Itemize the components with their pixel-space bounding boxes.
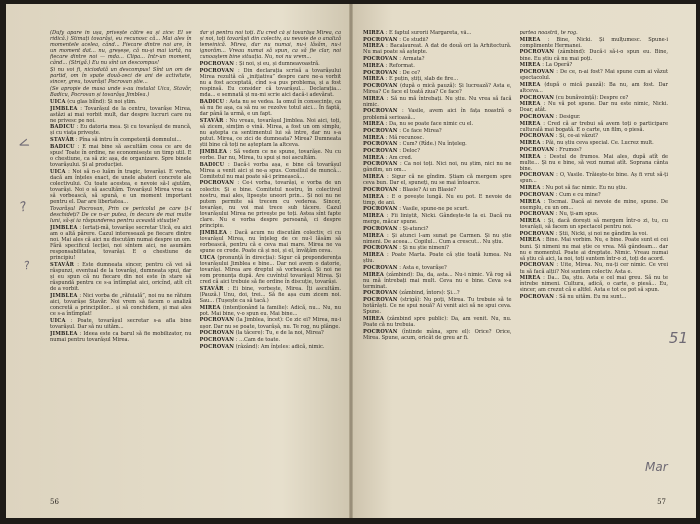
dialogue-line [50, 99, 192, 105]
dialogue-text: : Nu vreau, tovarășul Jimblea. Noi aici, toți, să zicem, simțim o vină. Mirea, a fost un om simplu, nu aștepta ca sentimentul lui să intre, dar nu s-a putut. Mirea, ce zici de dumneata? Mirea? Dumneata știi bine că toți ne așteptam la altceva. [199, 117, 341, 149]
dialogue-line [50, 30, 192, 67]
dialogue-text: (pronunță în direcția): Sigur că preponderența tovarășului Jimblea e bine... Dar noi avem o datorie, tovarăși. Mirea are dreptul să vorbească. Și noi ne vom pronunța după. Are cuvîntul tovarășul Mirea. Și cred că aici trebuie să fie ordine în discuție, tovarăși. [199, 254, 341, 286]
dialogue-text: : Și, dacă dorești să mergem într-o zi, tu, cu tovarășii, să facem un spectacol pentru noi. [519, 218, 668, 231]
dialogue-text: : Este dumneata sincer, pentru că vei să răspunzi, eventual de la tovarăși, dumneata spui, dar și eu spun că nu fiecare din noi este în stare să răspundă pentru ce s-a întîmplat aici, oricînd, atît cît de a vorbit. [50, 262, 192, 293]
dialogue-text: : Am cred. [384, 154, 413, 161]
dialogue-text: : Vasile, avem aici în fața noastră o problemă serioasă... [363, 108, 512, 121]
dialogue-line [520, 140, 669, 146]
speaker-name: MIREA [363, 43, 385, 50]
dialogue-line [520, 294, 669, 300]
dialogue-text: : Asta nu se vedea. Ia omul în consecințe, ca să nu fie așa, ca să nu se rezolve totul aici... În faptă, dar până la urmă, e un fapt. [199, 98, 341, 117]
speaker-name: MIREA [519, 198, 541, 205]
dialogue-line [520, 30, 669, 36]
dialogue-line [200, 330, 342, 336]
speaker-name: MIREA [519, 81, 541, 88]
dialogue-text: : Să nu mă întrebați. Nu știu. Nu vrea să facă nimic. [363, 95, 512, 108]
speaker-name: MIREA [363, 95, 385, 102]
left-page-number: 56 [50, 498, 59, 506]
speaker-name: MIREA [363, 76, 385, 83]
dialogue-line [50, 106, 192, 124]
dialogue-line [520, 37, 669, 49]
speaker-name: BADICU [199, 98, 225, 105]
dialogue-line [520, 147, 669, 153]
dialogue-line [363, 290, 512, 296]
dialogue-line [520, 231, 669, 237]
speaker-name: POCROVAN [199, 67, 235, 74]
dialogue-text: : E o povește lungă. Nu eu pot. E nevoie de timp, de ani. [363, 193, 512, 206]
dialogue-text: : Noi să n-o luăm în tragic, tovarăși. E vorba, dacă am înțeles exact, de unele abateri concrete ale colectivului. Cu toate acestea, e nevoie să-l ajutăm, tovarăși. Noi o să ascultăm. Tovarășul Mirea vrea ca să vorbească, să spună, e un moment important pentru el. Dar are libertatea... [50, 168, 192, 206]
dialogue-text: : De ce, n-ai fost? Mai spune cum ai văzut spectacolul. [519, 68, 668, 82]
speaker-name: MIREA [519, 218, 541, 224]
dialogue-text: : Ei bine, vorbește, Mirea. Îți ascultăm. (Pauză.) Unu, doi, trei... Să fie așa cum zicem noi. Sau... (Tușește ca să tacă.) [199, 285, 341, 304]
speaker-name: UICA [199, 254, 216, 261]
dialogue-line [50, 206, 192, 224]
dialogue-text: : Bacalaureat. A dat de două ori la Arhitectură. Nu mai poate să aștepte. [363, 43, 512, 56]
dialogue-line [363, 272, 512, 290]
dialogue-line [50, 86, 192, 98]
dialogue-text: : Sigur că ne gîndim. Știam că mergem spre ceva bun. Dar el, spuneți, nu se mai întoarce. [363, 174, 512, 187]
speaker-name: MIREA [363, 121, 385, 128]
dialogue-line [363, 128, 512, 134]
speaker-name: POCROVAN [363, 297, 398, 304]
dialogue-text: : E faptul surorii Margareta, vă... [384, 30, 472, 36]
dialogue-line [363, 135, 512, 141]
right-page-column-1 [363, 30, 512, 500]
dialogue-text: : Destul de frumos. Mai ales, după atît de multe... Și nu e bine, să vezi numai atît. Soprana cânta bine. [519, 153, 668, 172]
dialogue-line [50, 225, 192, 262]
dialogue-text: : Ce studii? [397, 36, 429, 43]
left-page-column-1 [50, 30, 192, 500]
dialogue-text: : Păi, nu știu ceva special. Ce. Lucrez mult. [540, 140, 654, 147]
dialogue-text: : Și, ce-ai văzut? [554, 133, 599, 140]
dialogue-line [520, 154, 669, 172]
speaker-name: POCROVAN [363, 127, 398, 134]
speaker-name: MIREA [519, 62, 541, 69]
dialogue-text: : Cum? (Rîde.) Nu înțeleg. [397, 141, 467, 148]
speaker-name: MIREA [363, 62, 385, 69]
dialogue-text: (după o mică pauză): Și lucrează? Asta e, Mirea? Ce face el toată ziua? Ce face? [363, 82, 512, 95]
dialogue-line [200, 344, 342, 350]
dialogue-line [520, 199, 669, 211]
dialogue-text: Tovarășul Pocrovan, Prin ce pericolul pe care ți-l deschideți? De ce n-ar putea, în decurs de mai multe luni, să-și ia răspunderea pentru această situație? [50, 205, 192, 225]
speaker-name: JIMBLEA [50, 293, 78, 300]
dialogue-line [50, 293, 192, 317]
speaker-name: MIREA [363, 271, 385, 278]
dialogue-line [363, 43, 512, 55]
dialogue-text: : Ca noi toți. Nici noi, nu știm, nici nu ne gândim, un om... [363, 161, 512, 174]
speaker-name: JIMBLEA [50, 330, 78, 337]
dialogue-text: : La Operă? [540, 62, 573, 69]
speaker-name: MIREA [519, 185, 541, 192]
dialogue-text: : Poate, tovarășul secretar s-a afla bine tovarășul. Dar să nu uităm... [50, 318, 192, 331]
dialogue-line [200, 30, 342, 60]
dialogue-line [50, 318, 192, 330]
dialogue-text: : Și-atunci? [397, 225, 429, 232]
speaker-name: POCROVAN [519, 133, 555, 140]
dialogue-text: (cu glas blînd): Și noi știm. [65, 98, 137, 105]
dialogue-line [200, 317, 342, 329]
dialogue-line [50, 144, 192, 168]
dialogue-line [50, 124, 192, 136]
speaker-name: JIMBLEA [50, 105, 78, 112]
speaker-name: POCROVAN [363, 290, 398, 297]
dialogue-line [200, 255, 342, 285]
speaker-name: POCROVAN [519, 146, 555, 153]
speaker-name: MIREA [363, 30, 385, 36]
dialogue-text: : Fii liniștit, Nicki. Gândește-te la ei. Dacă nu merge, măcar spune. [363, 213, 512, 226]
speaker-name: MIREA [199, 304, 221, 311]
speaker-name: UICA [50, 168, 66, 175]
dialogue-text: : Ce-i vorba, tovarăși, e vorba de un colectiv. Și e bine. Comitetul nostru, în colectivul nostru, mai ales, lipsește uneori prin... Și noi nu ne putem permite să trecem cu vederea. Sincer, tovarășe, nu voi mai trece sub tăcere. Cazul tovarășului Mirea ne privește pe toți. Astea sînt fapte clare. Nu e vorba despre persoană, ci despre principiu. [199, 180, 341, 230]
dialogue-text: (strigă): Nu poți, Mirea. Tu trebuie să te hotărăști. Ce ne spui nouă? Ai venit aici să ne spui ceva. Spune. [363, 297, 512, 316]
dialogue-text: : Și atunci l-am sunat pe Carmen. Și nu știe nimeni. De aceea... Copilul... Cum a crescut... Nu știu. [363, 232, 512, 245]
speaker-name: POCROVAN [363, 36, 398, 43]
speaker-name: MIREA [363, 232, 385, 239]
dialogue-line [200, 149, 342, 161]
dialogue-text: (zâmbind): Ducă-i să-i-o spun eu. Bine, bine. Eu știu că nu mai poți. [519, 49, 668, 62]
dialogue-text: : Deloc? [397, 148, 421, 154]
dialogue-text: (zâmbind spre public): Da, am venit. Nu, nu. Poate că nu trebuia. [363, 315, 512, 329]
dialogue-text: : Tovarășul de la centru, tovarășe Mirea, astăzi ai mai vorbit mult, dar despre lucruri care nu ne privesc pe noi. [50, 105, 192, 124]
speaker-name: POCROVAN [519, 191, 555, 198]
dialogue-line [200, 230, 342, 254]
dialogue-text: : Dacă acum nu discutăm colectiv, ci cu tovarășul Mirea, nu înțeleg de ce nu-l lăsăm să vorbească, pentru că e ceva mai mare. Mirea ne va spune ce crede. Poate că și noi, și el, învățăm ceva. [199, 229, 341, 255]
dialogue-line [520, 211, 669, 217]
speaker-name: MIREA [519, 153, 541, 160]
dialogue-line [363, 96, 512, 108]
dialogue-text: : Poate Marta. Poate că știe toată lumea. Nu știu. [363, 252, 512, 265]
dialogue-text: : Cum e cu mine? [554, 191, 601, 198]
dialogue-text: : Bine, Nicki. Și mulțumesc. Spune-i complimente Hermanei. [519, 36, 668, 49]
speaker-name: POCROVAN [519, 68, 555, 75]
right-page [351, 4, 696, 518]
speaker-name: MIREA [519, 275, 541, 282]
speaker-name: BADICU [50, 143, 75, 150]
dialogue-line [200, 118, 342, 148]
dialogue-text: : ...Cam de toate. [234, 336, 281, 343]
dialogue-line [200, 337, 342, 343]
pencil-mark: < [15, 134, 33, 154]
dialogue-text: : Nici vorba de „răfuială”, noi nu ne răfuim aici, tovarășe Stavăr. Noi vrem să facem o analiză concretă a principiilor... și să conchidem, și mai ales ce s-a întîmplat! [50, 293, 192, 318]
left-page-column-2 [200, 30, 342, 500]
speaker-name: MIREA [519, 101, 541, 108]
dialogue-line [520, 101, 669, 113]
dialogue-text: : Reformat. [384, 62, 415, 69]
dialogue-text: : Iertați-mă, tovarășe secretar Uică, eu aici am o altă părere. Cazul interesează pe fiecare dintre noi. Mai ales că aici nu discutăm numai despre un om. Fără specificul lecției, noi sîntem aici, ne asumăm responsabilitatea, tovarăși. E o chestiune de principiu! [50, 224, 192, 262]
speaker-name: STAVĂR [199, 117, 224, 124]
speaker-name: POCROVAN [363, 56, 398, 63]
speaker-name: POCROVAN [519, 294, 555, 301]
dialogue-line [363, 265, 512, 271]
dialogue-line [363, 148, 512, 154]
speaker-name: MIREA [363, 174, 385, 181]
dialogue-text: (întinde mâna, spre el): Orice? Orice, Mirea. Spune, acum, oricât de greu ar fi. [363, 328, 512, 341]
dialogue-text: Și nu voi fi, niciodată un descompus! Sînt un om de partid, om în spate două-zeci de ani de activitate, sincer, greu, tovarăși! Pocrovan știe... [50, 67, 192, 86]
dialogue-text: : Să vedem ce ne spune, tovarășe. Nu cu vorbe. Dar nu, Mirea, tu spui și noi ascultăm. [199, 148, 341, 161]
dialogue-line [363, 161, 512, 173]
dialogue-text: : E mai bine să ascultăm ceea ce are de spus! Toate în ordine, ne economisește un timp util. E o chestiune, ca să zic așa, de organizare. Spre binele tovarășului. Și al producției. [50, 143, 192, 169]
dialogue-line [363, 121, 512, 127]
speaker-name: MIREA [363, 193, 385, 200]
dialogue-line [520, 49, 669, 61]
speaker-name: POCROVAN [363, 82, 398, 89]
dialogue-text: : Armata? [397, 56, 425, 63]
speaker-name: MIREA [363, 315, 385, 322]
dialogue-text: : Blasie? Ai un Blasie? [397, 186, 457, 193]
pencil-mark: Mar [645, 460, 668, 474]
dialogue-line [200, 68, 342, 98]
dialogue-text: : Nu pot să fac nimic. Eu nu știu. [540, 185, 628, 192]
speaker-name: POCROVAN [363, 141, 398, 148]
speaker-name: POCROVAN [519, 262, 555, 269]
dialogue-line [363, 226, 512, 232]
dialogue-line [520, 121, 669, 133]
dialogue-line [520, 69, 669, 81]
pencil-mark: 51 [668, 329, 688, 347]
dialogue-text: : Tocmai. Dacă ai nevoie de mine, spune. De exemplu, cu un om... [519, 198, 668, 211]
dialogue-line [520, 62, 669, 68]
speaker-name: STAVĂR [50, 137, 75, 144]
dialogue-line [363, 187, 512, 193]
speaker-name: MIREA [363, 154, 385, 161]
speaker-name: POCROVAN [363, 206, 398, 213]
dialogue-line [50, 262, 192, 292]
dialogue-line [520, 82, 669, 94]
dialogue-text: : De ce? [397, 69, 420, 76]
speaker-name: POCROVAN [363, 161, 398, 168]
dialogue-line [363, 63, 512, 69]
dialogue-text: : Eu datoria mea. Și cu tovarășul de muncă, și cu viața privește. [50, 124, 192, 137]
right-page-number: 57 [657, 498, 666, 506]
dialogue-text: : Uite, Mirea. Nu, nu-ți cer nimic. Ce vrei tu să facă alții? Noi suntem colectiv. Asta e. [519, 262, 668, 275]
speaker-name: POCROVAN [519, 113, 555, 120]
dialogue-line [200, 286, 342, 304]
dialogue-line [520, 192, 669, 198]
dialogue-text: : Și noi, și eu, și dumneavoastră. [234, 61, 320, 68]
dialogue-text: : Dacă-i vorba așa, e bine că tovarășul Mirea a venit aici și ne-a spus. Consiliul de muncă... Comitetul nu mai poate să-i primească... [199, 161, 341, 180]
dialogue-text: : Ideea este ca barul să fie mobilizator, nu numai pentru tovarășul Mirea. [50, 330, 192, 343]
speaker-name: STAVĂR [199, 285, 224, 292]
dialogue-line [520, 237, 669, 261]
dialogue-line [363, 141, 512, 147]
speaker-name: POCROVAN [363, 264, 398, 271]
dialogue-text: (la tăcere): Tu, e de la noi, Mirea? [234, 330, 324, 337]
dialogue-line [363, 316, 512, 328]
dialogue-text: : Da, nu se poate face nimic cu el. [384, 121, 474, 128]
speaker-name: STAVĂR [50, 262, 75, 268]
dialogue-line [520, 95, 669, 101]
dialogue-line [363, 70, 512, 76]
speaker-name: POCROVAN [519, 230, 555, 237]
dialogue-line [363, 329, 512, 341]
speaker-name: MIREA [519, 237, 541, 244]
dialogue-text: : Cred că ar trebui să avem toți o participare culturală mai bogată. E o carte, un film, o piesă. [519, 120, 668, 133]
dialogue-text: (Dufy apare în ușa, privește către ea și zice: El se ridică.) Stimați tovarăși, eu recunosc că... Mai ales în momentele acelea, când... Fiecare dintre noi are, în un moment dat... nu, greșeșe, că nu-și mai iartă, nu fiecare dintre noi — mda... Clipa... Intr-un moment, când... (Strigă.) Eu nu sînt un descompus! [50, 30, 192, 67]
dialogue-line [363, 297, 512, 315]
dialogue-line [50, 331, 192, 343]
speaker-name: POCROVAN [363, 148, 398, 154]
speaker-name: POCROVAN [363, 245, 398, 252]
dialogue-line [50, 137, 192, 143]
dialogue-line [363, 155, 512, 161]
dialogue-line [363, 194, 512, 206]
speaker-name: POCROVAN [199, 343, 235, 350]
speaker-name: POCROVAN [199, 180, 235, 187]
dialogue-text: dar și pentru noi toți. Eu cred că și tovarășa Mirea, ca și noi, toți tovarășii din colectiv, au nevoie de o analiză temeinică. Mirea, dar nu numai, nu-i lăsăm, nu-i ignorăm... Vreau numai să spun, ca să fie clar, noi cunoaștem bine situația. Nu, noi nu vrem... [199, 30, 341, 61]
dialogue-text: : Ce face Mirea? [397, 127, 442, 134]
speaker-name: MIREA [519, 120, 541, 127]
speaker-name: POCROVAN [363, 69, 398, 76]
dialogue-line [363, 30, 512, 36]
dialogue-text: (zâmbind, întors): Și...? [397, 290, 460, 297]
dialogue-line [363, 213, 512, 225]
right-page-column-2 [520, 30, 669, 500]
dialogue-line [363, 174, 512, 186]
dialogue-line [200, 61, 342, 67]
speaker-name: MIREA [519, 140, 541, 147]
speaker-name: BADICU [199, 161, 225, 168]
dialogue-text: (la Jimblea, încet): Ce zic ei? Mirea, nu-i ușor. Dar nu se poate, tovarășă, nu. Te rog, nu plânge. [199, 317, 341, 330]
dialogue-text: (după o mică pauză): Ba nu, am fost. Dar altceva... [519, 81, 668, 94]
speaker-name: JIMBLEA [199, 148, 228, 155]
speaker-name: POCROVAN [363, 108, 398, 115]
dialogue-text: : E puțin, știți, slab de fire... [384, 76, 459, 83]
dialogue-text: : Asta e, tovarășe? [397, 264, 447, 271]
dialogue-text: : Mă recunosc. [384, 134, 424, 141]
dialogue-line [363, 83, 512, 95]
dialogue-text: : Pîna să intru în competență domnului... [74, 137, 182, 144]
pencil-mark: ? [22, 258, 31, 273]
dialogue-text: : Să nu uităm. Eu nu sunt... [554, 294, 627, 301]
dialogue-text: (râzând): Am înțeles: adică, nimic. [234, 343, 325, 350]
dialogue-text: : Nu vă pot spune. Dar nu este nimic, Nicki. Doar, atât. [519, 101, 668, 114]
dialogue-text: : Bine. Mai vorbim. Nu, e bine. Poate sunt ei cei buni. Și nimeni nu mai știe ce vrea. Mă gândeam... dar nu e momentul. Poate ai dreptate. Nimic. Vreau numai să știu că aici, la noi, toți suntem într-o zi, toți de acord. [519, 237, 668, 262]
speaker-name: POCROVAN [363, 186, 398, 193]
dialogue-text: : O, Vasile. Trăiește-te bine. Aș fi vrut să-ți spun... [519, 172, 668, 185]
dialogue-line [363, 245, 512, 251]
speaker-name: POCROVAN [519, 211, 555, 218]
dialogue-line [363, 37, 512, 43]
dialogue-line [520, 218, 669, 230]
dialogue-line [200, 180, 342, 229]
speaker-name: MIREA [363, 213, 385, 220]
dialogue-line [520, 172, 669, 184]
dialogue-text: (intenționând la familie): Adică, nu... Nu, nu pot. Mai bine, v-o spun eu. Mai bine... [199, 304, 341, 317]
speaker-name: UICA [50, 318, 66, 325]
dialogue-line [200, 162, 342, 180]
dialogue-line [363, 56, 512, 62]
book-spread [6, 4, 696, 518]
speaker-name: POCROVAN [199, 330, 235, 337]
dialogue-text: : Da... Da, știu. Asta e cel mai greu. Să nu te întrebe nimeni. Cultura, adică, o carte, o piesă... Eu, sincer, am crezut că e altfel. Asta e tot ce pot să spun. [519, 275, 668, 294]
dialogue-line [200, 99, 342, 117]
speaker-name: JIMBLEA [50, 224, 78, 231]
speaker-name: MIREA [363, 252, 385, 259]
speaker-name: POCROVAN [519, 49, 555, 56]
dialogue-line [520, 133, 669, 139]
speaker-name: POCROVAN [519, 94, 555, 101]
book-gutter [349, 4, 353, 518]
speaker-name: POCROVAN [519, 172, 555, 179]
speaker-name: POCROVAN [199, 336, 235, 343]
speaker-name: JIMBLEA [199, 229, 228, 236]
dialogue-text: partea noastră, te rog. [519, 30, 578, 36]
dialogue-text: : Frumos? [554, 146, 582, 153]
speaker-name: UICA [50, 98, 66, 105]
dialogue-text: (zâmbind): Da, da, asta... Nu-i nimic. Vă rog să nu mă întrebați mai mult. Ceva nu e bine. Ceva s-a terminat. [363, 271, 512, 290]
speaker-name: MIREA [519, 36, 541, 43]
dialogue-line [363, 233, 512, 245]
dialogue-text: : Știi, Nicki, și noi ne gândim la voi. [554, 230, 648, 237]
dialogue-line [520, 114, 669, 120]
dialogue-text: : Nu, ți-am spus. [554, 211, 599, 218]
speaker-name: MIREA [363, 134, 385, 141]
dialogue-text: : Vasile, spune-ne pe scurt. [397, 206, 469, 213]
dialogue-line [520, 275, 669, 293]
speaker-name: POCROVAN [199, 61, 235, 68]
dialogue-line [363, 108, 512, 120]
speaker-name: BADICU [50, 124, 75, 131]
pencil-mark: ? [18, 199, 29, 216]
dialogue-line [363, 206, 512, 212]
dialogue-line [363, 252, 512, 264]
dialogue-line [50, 169, 192, 206]
speaker-name: POCROVAN [363, 328, 398, 335]
dialogue-text: (Se apropie de masa unde s-au instalat Uica, Stavăr, Badicu, Pocrovan și tovarășa Jimblea.) [50, 86, 192, 99]
dialogue-line [363, 76, 512, 82]
dialogue-line [50, 67, 192, 85]
dialogue-line [200, 305, 342, 317]
dialogue-text: : Desigur. [554, 113, 581, 120]
dialogue-line [520, 262, 669, 274]
speaker-name: POCROVAN [199, 317, 235, 324]
dialogue-text: : Din declarația scrisă a tovarășului Mirea rezultă că „inițiativa” despre care ne-a vorbit nu a fost acceptată, cînd s-a pus problema, și a fost respinsă. Eu consider că tovarășul... Declarația... mda... e semnată și nu-mi scrie aici dacă-i adevărat. [199, 67, 341, 99]
left-page [6, 4, 351, 518]
dialogue-line [520, 185, 669, 191]
dialogue-text: : Și nu știe nimeni? [397, 245, 449, 252]
dialogue-text: (cu bunăvoință): Despre ce? [554, 94, 629, 101]
speaker-name: POCROVAN [363, 225, 398, 232]
